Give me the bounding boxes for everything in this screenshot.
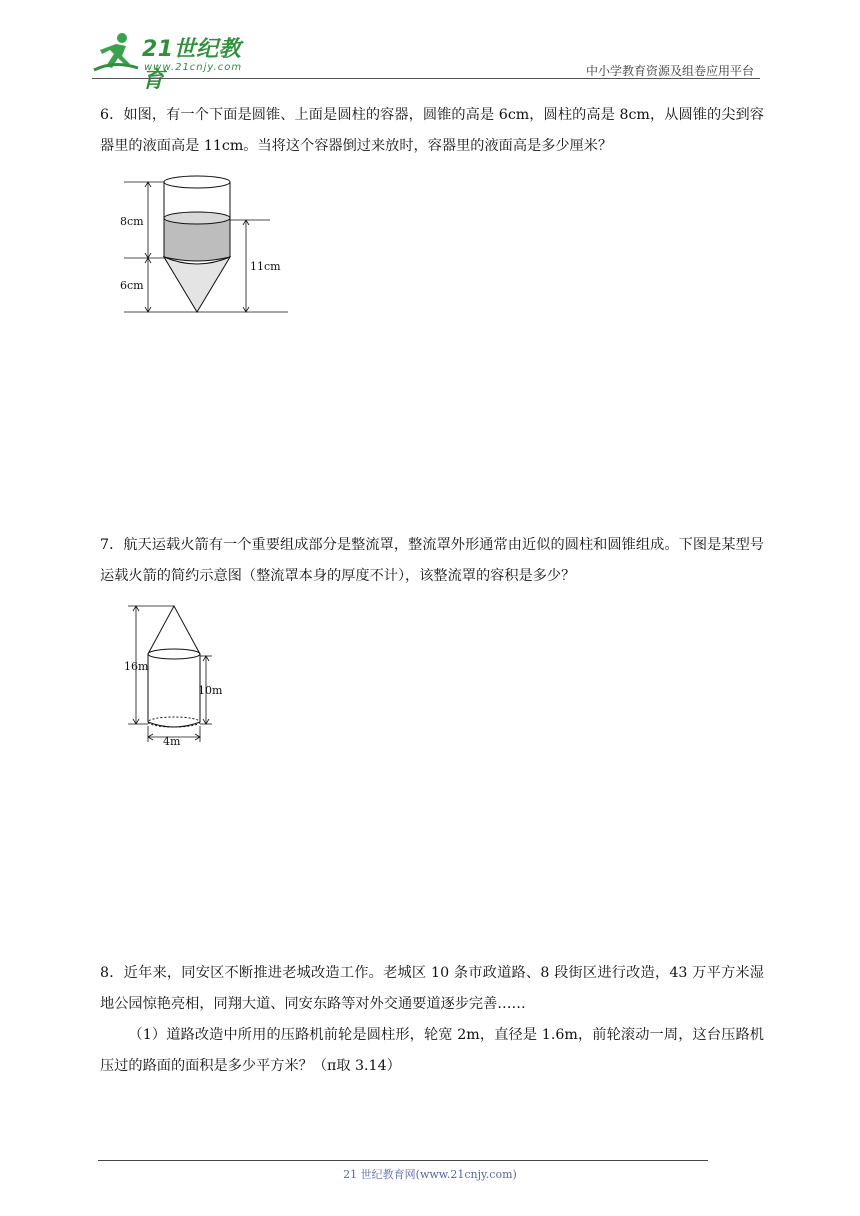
site-logo: [92, 30, 262, 93]
logo-url: www.21cnjy.com: [144, 62, 243, 73]
label-total-height: 16m: [124, 660, 149, 673]
header-platform-name: 中小学教育资源及组卷应用平台: [585, 64, 754, 78]
question-6-figure: [118, 170, 298, 320]
question-8: [100, 958, 764, 1082]
question-6: [100, 100, 764, 162]
label-cylinder-height: 10m: [198, 684, 222, 697]
label-cylinder-height: 8cm: [120, 215, 144, 228]
question-8-part-1: （1）道路改造中所用的压路机前轮是圆柱形，轮宽 2m，直径是 1.6m，前轮滚动一周，这台压路机压过的路面的面积是多少平方米？（π取 3.14）: [100, 1027, 764, 1074]
label-cone-height: 6cm: [120, 279, 144, 292]
liquid-surface: [164, 212, 230, 224]
header-divider: [92, 78, 760, 79]
question-8-text: 8．近年来，同安区不断推进老城改造工作。老城区 10 条市政道路、8 段街区进行改造，43 万平方米湿地公园惊艳亮相，同翔大道、同安东路等对外交通要道逐步完善……: [100, 965, 764, 1012]
page-header: [0, 0, 860, 93]
question-7: [100, 530, 764, 592]
page-footer: 21 世纪教育网(www.21cnjy.com): [343, 1168, 517, 1181]
question-7-figure: [122, 600, 222, 748]
footer-divider: [98, 1160, 708, 1161]
logo-text: 21世纪教育: [142, 37, 242, 93]
question-6-text: 6．如图，有一个下面是圆锥、上面是圆柱的容器，圆锥的高是 6cm，圆柱的高是 8cm，从圆锥的尖到容器里的液面高是 11cm。当将这个容器倒过来放时，容器里的液面高是多少厘米？: [100, 107, 764, 154]
question-7-text: 7．航天运载火箭有一个重要组成部分是整流罩，整流罩外形通常由近似的圆柱和圆锥组成。下图是某型号运载火箭的简约示意图（整流罩本身的厚度不计），该整流罩的容积是多少？: [100, 537, 764, 584]
cone-shape: [164, 257, 230, 312]
label-diameter: 4m: [163, 735, 181, 748]
label-liquid-height: 11cm: [250, 260, 281, 273]
runner-logo-icon: [92, 30, 142, 76]
